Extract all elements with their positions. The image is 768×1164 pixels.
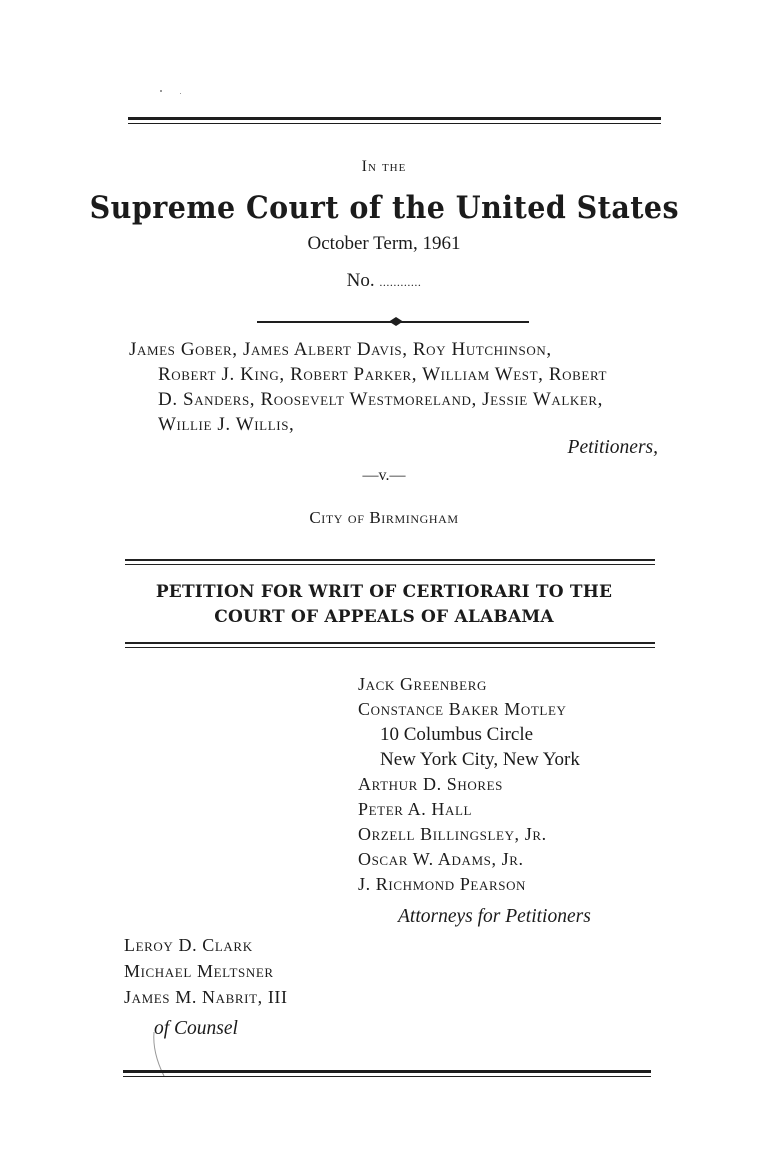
attorney-name: Oscar W. Adams, Jr.: [358, 849, 524, 869]
counsel-name: Michael Meltsner: [124, 961, 274, 981]
paper-speck: [160, 90, 162, 92]
docket-number-blank: ............: [379, 275, 422, 289]
attorneys-list: [358, 672, 580, 897]
attorney-name: Orzell Billingsley, Jr.: [358, 824, 547, 844]
docket-number-label: No.: [346, 270, 375, 291]
counsel-name: Leroy D. Clark: [124, 935, 253, 955]
diamond-ornament-icon: [389, 317, 403, 326]
paper-speck: [180, 93, 181, 94]
petitioner-line: James Gober, James Albert Davis, Roy Hutchinson,: [129, 339, 552, 360]
petitioner-line: Robert J. King, Robert Parker, William West, Robert: [158, 364, 607, 385]
petitioner-line: Willie J. Willis,: [158, 414, 295, 435]
top-double-rule: [128, 117, 661, 123]
respondent: City of Birmingham: [309, 508, 459, 527]
attorney-name: J. Richmond Pearson: [358, 874, 527, 894]
attorney-address-line: 10 Columbus Circle: [380, 724, 534, 745]
petitioners-list: [129, 337, 661, 437]
petition-title-line-1: PETITION FOR WRIT OF CERTIORARI TO THE: [155, 582, 613, 602]
of-counsel-role: of Counsel: [154, 1018, 238, 1039]
counsel-name: James M. Nabrit, III: [124, 987, 288, 1007]
petitioners-role: Petitioners,: [567, 437, 658, 458]
attorney-address-line: New York City, New York: [380, 749, 580, 770]
court-name: [0, 190, 768, 226]
petitioner-line: D. Sanders, Roosevelt Westmoreland, Jessie Walker,: [158, 389, 604, 410]
petition-title-line-2: COURT OF APPEALS OF ALABAMA: [214, 607, 554, 627]
attorneys-role: Attorneys for Petitioners: [398, 906, 591, 927]
attorney-name: Arthur D. Shores: [358, 774, 504, 794]
attorney-name: Jack Greenberg: [358, 674, 487, 694]
bottom-double-rule: [123, 1070, 651, 1076]
petition-top-rule: [125, 559, 655, 561]
in-the-label: In the: [361, 158, 407, 175]
docket-number: [0, 270, 768, 292]
petition-bottom-rule: [125, 642, 655, 644]
attorney-name: Peter A. Hall: [358, 799, 473, 819]
court-title: Supreme Court of the United States: [89, 190, 679, 226]
term-line: October Term, 1961: [307, 233, 461, 254]
versus: —v.—: [362, 467, 406, 484]
attorney-name: Constance Baker Motley: [358, 699, 567, 719]
of-counsel-list: [124, 932, 288, 1010]
